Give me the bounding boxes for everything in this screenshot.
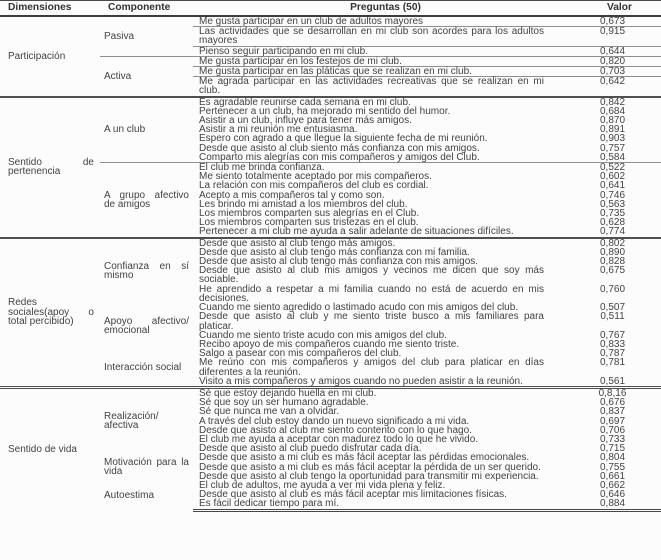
header-row — [0, 1, 661, 17]
question-cell: Acepto a mis compañeros tal y como son. — [199, 189, 385, 201]
value-cell: 0,646 — [599, 489, 626, 501]
value-cell: 0,767 — [599, 329, 626, 341]
value-cell: 0,903 — [599, 133, 626, 145]
value-cell: 0,781 — [599, 357, 626, 369]
question-cell: Desde que asisto al club me siento contento con lo que hago. — [199, 424, 472, 436]
question-cell: Sé que nunca me van a olvidar. — [199, 406, 340, 418]
value-cell: 0,561 — [599, 375, 626, 387]
question-cell: Desde que asisto al club y me siento triste busco a mis familiares para platicar. — [199, 311, 544, 332]
component-cell: Pasiva — [100, 16, 193, 56]
component-cell: Motivación para la vida — [104, 456, 189, 478]
value-cell: 0,511 — [600, 311, 625, 323]
question-cell: Desde que asisto al club tengo la oportunidad para transmitir mi experiencia. — [199, 470, 539, 482]
dimension-cell: Sentido de vida — [0, 387, 100, 510]
question-cell: Desde que asisto al club tengo más amigos. — [193, 238, 578, 248]
value-cell: 0,661 — [599, 470, 626, 482]
value-cell: 0,706 — [599, 424, 626, 436]
question-cell: Espero con agrado a que llegue la siguiente fecha de mi reunión. — [199, 133, 488, 145]
value-cell: 0,833 — [599, 338, 626, 350]
question-cell: Los miembros comparten sus tristezas en el club. — [199, 217, 419, 229]
value-cell: 0,842 — [578, 97, 661, 107]
component-cell: Activa — [100, 56, 193, 96]
value-cell: 0,733 — [599, 433, 626, 445]
question-cell: Desde que asisto a mi club es más fácil aceptar la pérdida de un ser querido. — [199, 461, 541, 473]
question-cell: Visito a mis compañeros y amigos cuando no pueden asistir a la reunión. — [199, 375, 523, 387]
question-cell: El club me ayuda a aceptar con madurez todo lo que he vivido. — [199, 433, 479, 445]
question-cell: Desde que asisto a mi club es más fácil aceptar las pérdidas emocionales. — [199, 452, 530, 464]
question-cell: Pienso seguir participando en mi club. — [193, 46, 578, 56]
header-preguntas: Preguntas (50) — [193, 1, 578, 17]
component-cell: Confianza en sí mismo — [100, 238, 193, 303]
value-cell: 0,563 — [599, 198, 626, 210]
question-cell: A través del club estoy dando un nuevo significado a mi vida. — [199, 415, 470, 427]
header-valor: Valor — [578, 1, 661, 17]
component-cell: A grupo afectivo de amigos — [100, 163, 193, 238]
value-cell: 0,584 — [599, 151, 626, 163]
question-cell: La relación con mis compañeros del club es cordial. — [199, 180, 429, 192]
value-cell: 0,884 — [578, 499, 661, 510]
question-cell: Desde que asisto al club tengo más confianza con mis amigos. — [199, 256, 479, 268]
value-cell: 0,8,16 — [578, 387, 661, 398]
value-cell: 0,644 — [578, 46, 661, 56]
question-cell: Pertenecer a un club, ha mejorado mi sentido del humor. — [199, 105, 451, 117]
question-cell: Sé que estoy dejando huella en mi club. — [193, 387, 578, 398]
value-cell: 0,837 — [599, 406, 626, 418]
value-cell: 0,757 — [599, 142, 626, 154]
question-cell: Cuando me siento triste acudo con mis amigos del club. — [199, 329, 447, 341]
question-cell: El club me brinda confianza. — [193, 163, 578, 173]
value-cell: 0,628 — [599, 217, 626, 229]
question-cell: Desde que asisto al club mis amigos y vecinos me dicen que soy más sociable. — [199, 265, 544, 286]
value-cell: 0,602 — [599, 171, 626, 183]
table-row — [0, 16, 661, 27]
value-cell: 0,673 — [578, 16, 661, 27]
question-cell: Desde que asisto al club tengo más confianza con mi familia. — [199, 246, 470, 258]
question-cell: Recibo apoyo de mis compañeros cuando me siento triste. — [199, 338, 460, 350]
value-cell: 0,522 — [578, 163, 661, 173]
value-cell: 0,675 — [599, 265, 626, 277]
question-cell: Me agrada participar en las actividades recreativas que se realizan en mi club. — [193, 77, 578, 97]
value-cell: 0,662 — [599, 479, 626, 491]
question-cell: Me reúno con mis compañeros y amigos del club para platicar en días diferentes a la reunión. — [199, 357, 544, 378]
component-cell: Autoestima — [104, 489, 155, 501]
question-cell: Las actividades que se desarrollan en mi club son acordes para los adultos mayores — [193, 27, 578, 46]
question-cell: Asistir a mi reunión me entusiasma. — [199, 124, 358, 136]
value-cell: 0,828 — [599, 256, 626, 268]
question-cell: Desde que asisto al club puedo disfrutar cada día. — [199, 443, 422, 455]
value-cell: 0,802 — [578, 238, 661, 248]
value-cell: 0,804 — [599, 452, 626, 464]
question-cell: Desde que asisto al club es más fácil aceptar mis limitaciones físicas. — [199, 489, 507, 501]
value-cell: 0,641 — [599, 180, 626, 192]
value-cell: 0,715 — [599, 443, 626, 455]
question-cell: El club de adultos, me ayuda a ver mi vida plena y feliz. — [199, 479, 446, 491]
dimension-cell: Redes sociales(apoy o total percibido) — [0, 238, 100, 388]
header-dimensiones: Dimensiones — [0, 1, 100, 17]
component-cell: Apoyo afectivo/ emocional — [104, 315, 189, 337]
value-cell: 0,774 — [599, 226, 626, 238]
question-cell: Pertenecer a mi club me ayuda a salir adelante de situaciones difíciles. — [199, 226, 514, 238]
question-cell: Los miembros comparten sus alegrías en el Club. — [199, 208, 420, 220]
value-cell: 0,642 — [578, 77, 661, 97]
question-cell: Me gusta participar en las pláticas que se realizan en mi club. — [193, 67, 578, 77]
question-cell: Desde que asisto al club siento más confianza con mis amigos. — [199, 142, 480, 154]
question-cell: Sé que soy un ser humano agradable. — [199, 397, 369, 409]
question-cell: Es fácil dedicar tiempo para mí. — [193, 499, 578, 510]
component-cell: A un club — [100, 97, 193, 163]
value-cell: 0,697 — [599, 415, 626, 427]
question-cell: Es agradable reunirse cada semana en mi club. — [193, 97, 578, 107]
header-componente: Componente — [100, 1, 193, 17]
dimension-cell: Participación — [8, 50, 66, 62]
table-row — [0, 56, 661, 66]
value-cell: 0,684 — [599, 105, 626, 117]
value-cell: 0,787 — [599, 348, 626, 360]
question-cell: Les brindo mi amistad a los miembros del club. — [199, 198, 408, 210]
value-cell: 0,735 — [599, 208, 626, 220]
value-cell: 0,891 — [599, 124, 626, 136]
question-cell: Me gusta participar en los festejos de mi club. — [193, 56, 578, 66]
dimension-cell: Sentido de pertenencia — [0, 97, 100, 238]
question-cell: Salgo a pasear con mis compañeros del club. — [199, 348, 402, 360]
component-cell: Interacción social — [104, 361, 182, 373]
value-cell: 0,507 — [599, 302, 626, 314]
component-cell: Realización/ afectiva — [100, 387, 193, 453]
question-cell: He aprendido a respetar a mi familia cuando no está de acuerdo en mis decisiones. — [199, 283, 544, 304]
value-cell: 0,760 — [599, 283, 626, 295]
question-cell: Me gusta participar en un club de adultos mayores — [193, 16, 578, 27]
value-cell: 0,755 — [599, 461, 626, 473]
value-cell: 0,820 — [578, 56, 661, 66]
value-cell: 0,870 — [599, 115, 626, 127]
question-cell: Me siento totalmente aceptado por mis compañeros. — [199, 171, 432, 183]
question-cell: Asistir a un club, influye para tener más amigos. — [199, 115, 412, 127]
value-cell: 0,746 — [599, 189, 626, 201]
value-cell: 0,676 — [599, 397, 626, 409]
question-cell: Comparto mis alegrías con mis compañeros y amigos del Club. — [199, 151, 480, 163]
table-body — [0, 16, 661, 510]
value-cell: 0,703 — [578, 67, 661, 77]
value-cell: 0,890 — [599, 246, 626, 258]
value-cell: 0,915 — [578, 27, 661, 46]
question-cell: Cuando me siento agredido o lastimado acudo con mis amigos del club. — [199, 302, 519, 314]
